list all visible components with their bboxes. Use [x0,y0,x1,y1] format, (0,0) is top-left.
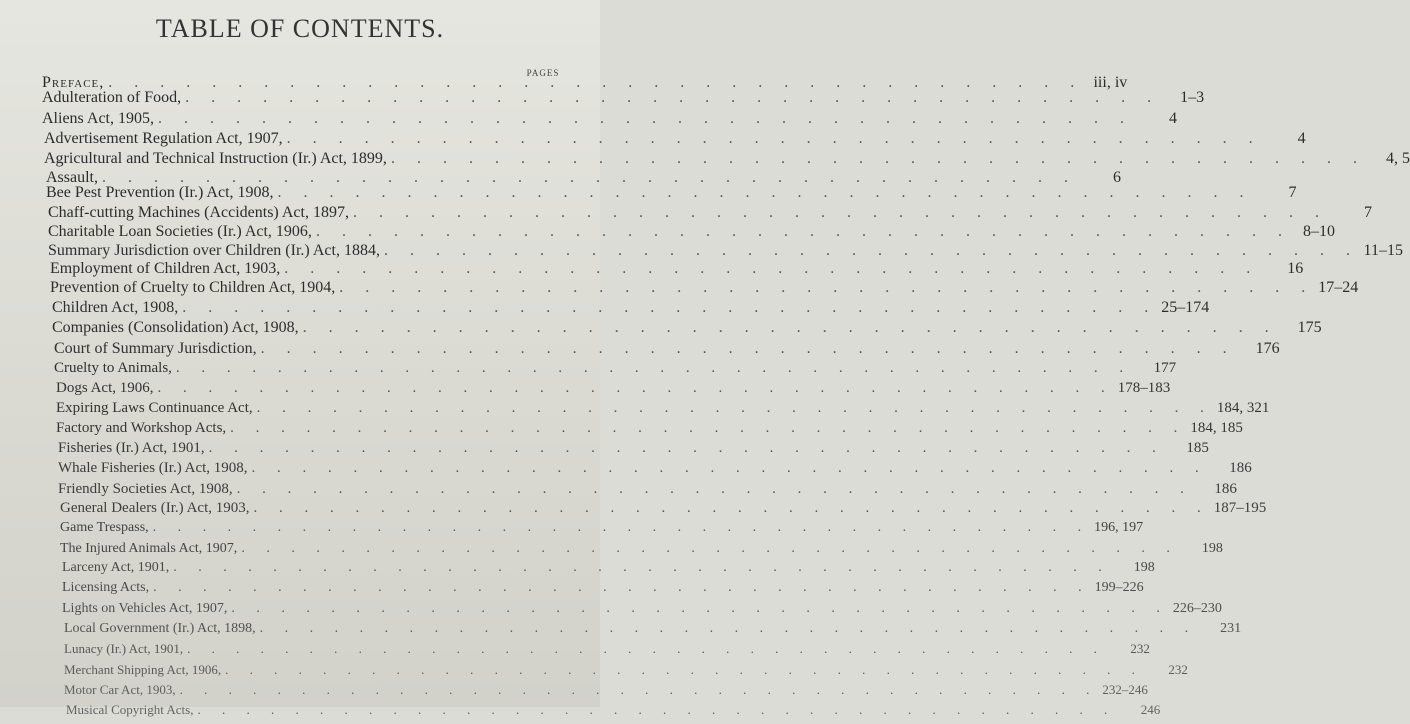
toc-dot-leader [176,682,1103,698]
toc-dot-leader [256,621,1202,637]
toc-entry-pages: 176 [1255,340,1280,357]
toc-entry [66,702,1161,724]
toc-entry-title: Summary Jurisdiction over Children (Ir.) Act, 1884, [48,242,380,259]
toc-dot-leader [178,299,1161,317]
toc-entry-title: Companies (Consolidation) Act, 1908, [52,319,299,336]
toc-dot-leader [283,130,1266,148]
toc-entry [44,130,1306,152]
toc-dot-leader [257,340,1240,358]
toc-entry-title: Children Act, 1908, [52,299,179,316]
toc-entry-title: Whale Fisheries (Ir.) Act, 1908, [58,460,248,476]
toc-dot-leader [280,260,1263,278]
toc-entry-pages: 198 [1201,541,1223,556]
toc-entry [62,560,1155,582]
toc-entry [60,500,1267,522]
toc-entry-title: Court of Summary Jurisdiction, [54,340,257,357]
toc-entry-title: Lunacy (Ir.) Act, 1901, [64,641,184,656]
toc-dot-leader [335,279,1318,297]
toc-entry [56,420,1243,442]
toc-entry-title: Local Government (Ir.) Act, 1898, [64,621,256,636]
toc-entry [58,460,1252,482]
toc-entry [64,682,1148,704]
toc-dot-leader [181,89,1164,107]
toc-dot-leader [312,223,1295,241]
toc-entry [42,110,1177,132]
toc-entry-pages: 232–246 [1102,682,1148,697]
toc-entry [50,279,1359,301]
toc-entry [42,89,1205,111]
toc-dot-leader [227,601,1173,617]
toc-entry-pages: 4 [1169,110,1177,127]
toc-entry [52,299,1210,321]
toc-entry-title: General Dealers (Ir.) Act, 1903, [60,500,250,516]
toc-entry-pages: 186 [1214,481,1237,497]
toc-entry [62,601,1222,623]
toc-entry-pages: 196, 197 [1094,520,1144,535]
toc-entry-title: Factory and Workshop Acts, [56,420,227,436]
toc-dot-leader [349,204,1332,222]
toc-entry-title: Merchant Shipping Act, 1906, [64,662,222,677]
toc-dot-leader [149,580,1095,596]
toc-entry-title: Motor Car Act, 1903, [64,682,176,697]
toc-entry-pages: 184, 185 [1190,420,1243,436]
toc-dot-leader [221,662,1148,678]
toc-entry-pages: 187–195 [1213,500,1267,516]
toc-dot-leader [274,184,1257,202]
toc-dot-leader [172,360,1136,377]
toc-entry-title: Dogs Act, 1906, [56,380,154,396]
toc-entry-pages: 7 [1363,204,1372,221]
toc-entry-pages: 25–174 [1161,299,1210,316]
toc-entry-pages: 184, 321 [1216,400,1270,416]
toc-entry [58,440,1209,462]
toc-entry [54,360,1177,382]
toc-entry-title: Fisheries (Ir.) Act, 1901, [58,440,205,456]
toc-entry [62,580,1144,602]
toc-dot-leader [154,110,1137,128]
toc-entry-pages: 246 [1140,702,1161,717]
toc-entry [64,641,1150,663]
toc-entry [54,340,1280,362]
toc-entry-pages: 175 [1297,319,1322,336]
toc-entry-title: Bee Pest Prevention (Ir.) Act, 1908, [46,184,274,201]
toc-dot-leader [233,481,1197,498]
toc-dot-leader [299,319,1282,337]
toc-entry-title: Prevention of Cruelty to Children Act, 1904, [50,279,336,296]
toc-entry-title: Game Trespass, [60,520,149,535]
toc-entry-pages: 232 [1168,662,1188,677]
toc-entry-pages: 4, 5 [1385,150,1410,167]
toc-dot-leader [193,702,1120,718]
toc-entry-title: Agricultural and Technical Instruction (Ir.) Act, 1899, [44,150,387,167]
toc-dot-leader [253,400,1217,417]
toc-entry-title: Advertisement Regulation Act, 1907, [44,130,283,147]
toc-dot-leader [250,500,1214,517]
toc-entry-title: Assault, [46,169,98,186]
toc-entry [64,662,1188,684]
toc-entry [46,184,1297,206]
toc-dot-leader [205,440,1169,457]
page-title: TABLE OF CONTENTS. [155,14,445,43]
toc-entry-pages: 17–24 [1318,279,1359,296]
toc-dot-leader [226,420,1190,437]
toc-entry [64,621,1242,643]
toc-entry-title: The Injured Animals Act, 1907, [60,541,238,556]
toc-entry-title: Friendly Societies Act, 1908, [58,481,233,497]
toc-entry-title: Licensing Acts, [62,580,150,595]
toc-entry-pages: 177 [1153,360,1177,376]
toc-dot-leader [183,641,1110,657]
toc-dot-leader [154,380,1118,397]
toc-entry-title: Aliens Act, 1905, [42,110,154,127]
toc-entry-title: Adulteration of Food, [42,89,182,106]
toc-entry-title: Employment of Children Act, 1903, [50,260,281,277]
toc-entry-title: Chaff-cutting Machines (Accidents) Act, 1897, [48,204,349,221]
toc-entry [56,380,1171,402]
toc-dot-leader [169,560,1115,576]
toc-entry-pages: 11–15 [1363,242,1403,259]
toc-entry [60,520,1144,542]
toc-entry-pages: iii, iv [1093,74,1128,91]
toc-entry-pages: 231 [1220,621,1242,636]
toc-entry-pages: 199–226 [1094,580,1144,595]
toc-dot-leader [149,520,1095,536]
toc-entry-pages: 232 [1130,641,1150,656]
toc-entry-title: Lights on Vehicles Act, 1907, [62,601,228,616]
toc-entry-pages: 16 [1287,260,1304,277]
toc-entry-pages: 198 [1133,560,1155,575]
toc-entry-pages: 8–10 [1302,223,1335,240]
toc-entry [56,400,1270,422]
toc-entry-title: Preface, [42,74,105,91]
toc-entry-title: Charitable Loan Societies (Ir.) Act, 1906, [48,223,312,240]
toc-dot-leader [380,242,1363,260]
toc-dot-leader [237,541,1183,557]
toc-entry-pages: 178–183 [1117,380,1171,396]
toc-entry-title: Musical Copyright Acts, [66,702,194,717]
toc-dot-leader [387,150,1370,168]
toc-entry-pages: 6 [1113,169,1121,186]
toc-entry-title: Cruelty to Animals, [54,360,172,376]
toc-entry-pages: 185 [1186,440,1209,456]
toc-entry-pages: 226–230 [1172,601,1222,616]
toc-entry-pages: 186 [1229,460,1252,476]
toc-entry-pages: 1–3 [1180,89,1205,106]
toc-dot-leader [248,460,1212,477]
toc-entry-pages: 4 [1297,130,1306,147]
toc-entry-pages: 7 [1288,184,1297,201]
toc-entry-title: Larceny Act, 1901, [62,560,170,575]
toc-entry [52,319,1322,341]
toc-entry-title: Expiring Laws Continuance Act, [56,400,253,416]
pages-column-header: PAGES [526,68,560,78]
